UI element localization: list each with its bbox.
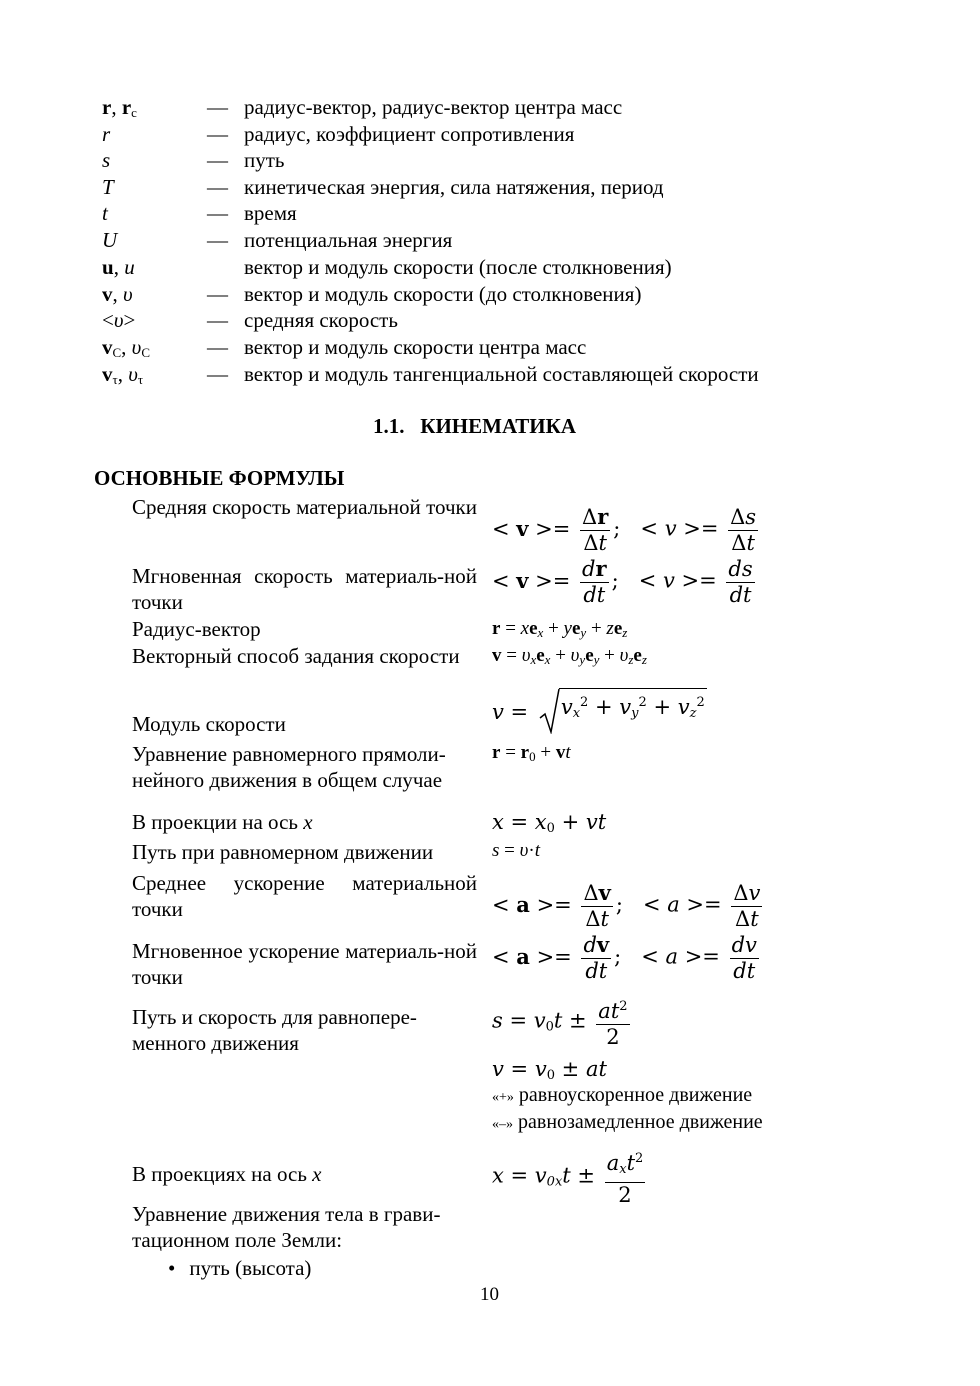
section-title: 1.1. КИНЕМАТИКА xyxy=(373,414,577,438)
label-variable-motion: Путь и скорость для равнопере-менного движения xyxy=(132,1005,417,1055)
formula-projection-x: $x = x_0$ + vt xyxy=(492,810,607,836)
label-uniform-path: Путь при равномерном движении xyxy=(132,840,434,864)
formula-uniform-path: s = υ·t xyxy=(492,840,540,861)
legend-dash: — xyxy=(207,122,228,146)
sqrt-sign xyxy=(539,688,561,734)
legend-dash: — xyxy=(207,335,228,359)
label-projection-x: В проекции на ось x xyxy=(132,810,313,834)
subsection-title: ОСНОВНЫЕ ФОРМУЛЫ xyxy=(94,466,345,490)
legend-definition: радиус, коэффициент сопротивления xyxy=(244,122,575,146)
note-decelerated xyxy=(492,1111,763,1134)
label-uniform-motion: Уравнение равномерного прямоли-нейного движения в общем случае xyxy=(132,742,446,792)
note-plus-sign: «+» xyxy=(492,1090,514,1105)
label-avg-accel: Среднее ускорение материальной точки xyxy=(132,871,477,921)
bullet-dot: • xyxy=(168,1256,176,1280)
symbol-r-rc: r, $r_c$ xyxy=(102,95,137,120)
legend-definition: вектор и модуль тангенциальной составляющей скорости xyxy=(244,362,759,386)
bullet-text: путь (высота) xyxy=(189,1256,312,1280)
legend-definition: вектор и модуль скорости (до столкновения) xyxy=(244,282,642,306)
legend-dash: — xyxy=(207,201,228,225)
legend-definition: путь xyxy=(244,148,285,172)
formula-vector-velocity: $v = \upsilon_xe_x + \upsilon_ye_y + \upsilon_ze_z$ xyxy=(492,645,647,667)
legend-definition: вектор и модуль скорости центра масс xyxy=(244,335,587,359)
symbol-r: r xyxy=(102,122,111,146)
label-projections-x-text: В проекциях на ось xyxy=(132,1162,313,1186)
label-radius-vector: Радиус-вектор xyxy=(132,617,261,641)
label-speed-modulus: Модуль скорости xyxy=(132,712,286,736)
formula-variable-velocity: $v = v_0$ ± at xyxy=(492,1057,607,1083)
legend-dash: — xyxy=(207,308,228,332)
note-minus-sign: «–» xyxy=(492,1117,513,1132)
note-minus-text: равнозамедленное движение xyxy=(513,1111,763,1133)
symbol-v: v, υ xyxy=(102,282,133,306)
bullet-item xyxy=(168,1256,311,1281)
note-plus-text: равноускоренное движение xyxy=(513,1084,753,1106)
formula-projections-x: $x = v_{0x}t$ ± $\frac{a_xt^2}{2}$ xyxy=(492,1146,648,1208)
legend-definition: потенциальная энергия xyxy=(244,228,453,252)
formula-radius-vector: $r = xe_x + ye_y + ze_z$ xyxy=(492,618,628,640)
legend-dash: — xyxy=(207,282,228,306)
symbol-s: s xyxy=(102,148,111,172)
formula-avg-accel: < a >= $\frac{\Delta v}{\Delta t}$ ; < a >= $\frac{\Delta v}{\Delta t}$ xyxy=(492,880,761,931)
formula-variable-path: $s = v_0t$ ± $\frac{at^2}{2}$ xyxy=(492,994,633,1050)
legend-dash: — xyxy=(207,148,228,172)
legend-definition: радиус-вектор, радиус-вектор центра масс xyxy=(244,95,623,119)
legend-dash: — xyxy=(207,228,228,252)
symbol-avg-v: <υ> xyxy=(102,308,136,332)
symbol-u: u, u xyxy=(102,255,135,279)
legend-definition: время xyxy=(244,201,297,225)
symbol-vtau: $v_\tau$, $\upsilon_\tau$ xyxy=(102,362,144,387)
page-number: 10 xyxy=(480,1284,499,1305)
legend-dash: — xyxy=(207,175,228,199)
label-vector-velocity: Векторный способ задания скорости xyxy=(132,644,460,668)
formula-avg-velocity: < v >= $\frac{\Delta r}{\Delta t}$ ; < v >= $\frac{\Delta s}{\Delta t}$ xyxy=(492,504,757,555)
formula-inst-accel: < a >= $\frac{dv}{dt}$ ; < a >= $\frac{dv}{dt}$ xyxy=(492,932,757,983)
label-gravity-motion: Уравнение движения тела в грави-тационном поле Земли: xyxy=(132,1202,441,1252)
label-projection-x-text: В проекции на ось xyxy=(132,810,304,834)
legend-definition: вектор и модуль скорости (после столкновения) xyxy=(244,255,672,279)
symbol-U: U xyxy=(102,228,118,252)
legend-dash: — xyxy=(207,362,228,386)
label-inst-accel: Мгновенное ускорение материаль-ной точки xyxy=(132,939,477,989)
symbol-vC: $v_C$, $\upsilon_C$ xyxy=(102,335,150,360)
legend-definition: средняя скорость xyxy=(244,308,398,332)
formula-inst-velocity: < v >= $\frac{dr}{dt}$ ; < v >= $\frac{ds}{dt}$ xyxy=(492,556,753,607)
formula-uniform-motion: $r = r_0$ + vt xyxy=(492,742,571,764)
symbol-t: t xyxy=(102,201,108,225)
formula-speed-modulus: $v = v_x^2 + v_y^2 + v_z^2$ xyxy=(492,688,707,734)
symbol-T: T xyxy=(102,175,114,199)
legend-definition: кинетическая энергия, сила натяжения, период xyxy=(244,175,664,199)
label-projections-x: В проекциях на ось x xyxy=(132,1162,322,1186)
label-avg-velocity: Средняя скорость материальной точки xyxy=(132,495,477,519)
legend-dash: — xyxy=(207,95,228,119)
label-inst-velocity: Мгновенная скорость материаль-ной точки xyxy=(132,564,477,614)
note-accelerated xyxy=(492,1084,752,1107)
